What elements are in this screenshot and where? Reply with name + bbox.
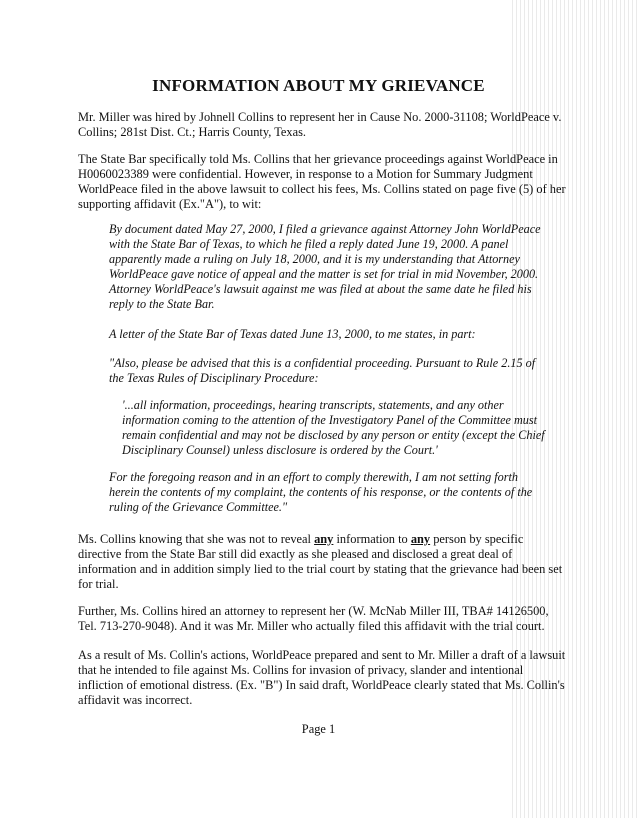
- quote-letter-closing: For the foregoing reason and in an effort to comply therewith, I am not setting forth herein the contents of my complaint, the contents of his response, or the contents of the ruling of the Grievance Committee.": [109, 470, 533, 514]
- quote-rule-text: '...all information, proceedings, hearing transcripts, statements, and any other information coming to the attention of the Investigatory Panel of the Committee must remain confidential and may not be disclosed by any person or entity (except the Chief Disciplinary Counsel) unless disclosure is ordered by the Court.': [122, 398, 545, 457]
- quote-letter-body: "Also, please be advised that this is a confidential proceeding. Pursuant to Rule 2.15 of the Texas Rules of Disciplinary Procedure:: [109, 356, 536, 385]
- page-title: INFORMATION ABOUT MY GRIEVANCE: [152, 76, 485, 95]
- quote-affidavit: By document dated May 27, 2000, I filed a grievance against Attorney John WorldPeace with the State Bar of Texas, to which he filed a reply dated June 19, 2000. A panel apparently made a ruling on July 18, 2000, and it is my understanding that Attorney WorldPeace gave notice of appeal and the matter is set for trial in mid November, 2000. Attorney WorldPeace's lawsuit against me was filed at about the same date he filed his reply to the State Bar.: [109, 222, 541, 311]
- paragraph-confidentiality: The State Bar specifically told Ms. Collins that her grievance proceedings against WorldPeace in H0060023389 were confidential. However, in response to a Motion for Summary Judgment WorldPeace filed in the above lawsuit to collect his fees, Ms. Collins stated on page five (5) of her supporting affidavit (Ex."A"), to wit:: [78, 152, 566, 211]
- disclosure-text-b: information to: [333, 532, 411, 546]
- page-number: Page 1: [301, 722, 336, 736]
- paragraph-representation: Mr. Miller was hired by Johnell Collins to represent her in Cause No. 2000-31108; WorldPeace v. Collins; 281st Dist. Ct.; Harris County, Texas.: [78, 110, 562, 139]
- paragraph-draft-lawsuit: As a result of Ms. Collin's actions, WorldPeace prepared and sent to Mr. Miller a draft of a lawsuit that he intended to file against Ms. Collins for invasion of privacy, slander and intentional infliction of emotional distress. (Ex. "B") In said draft, WorldPeace clearly stated that Ms. Collin's affidavit was incorrect.: [78, 648, 566, 707]
- paragraph-attorney: Further, Ms. Collins hired an attorney to represent her (W. McNab Miller III, TBA# 14126500, Tel. 713-270-9048). And it was Mr. Miller who actually filed this affidavit with the trial court.: [78, 604, 549, 633]
- disclosure-text-a: Ms. Collins knowing that she was not to reveal: [78, 532, 315, 546]
- paragraph-disclosure: [78, 532, 568, 592]
- emphasis-any-1: any: [314, 532, 334, 546]
- disclosure-text-c: person by specific directive from the State Bar still did exactly as she pleased and disclosed a great deal of information and in addition simply lied to the trial court by stating that the grievance had been set for trial.: [78, 532, 563, 591]
- emphasis-any-2: any: [410, 532, 431, 546]
- quote-letter-intro: A letter of the State Bar of Texas dated June 13, 2000, to me states, in part:: [109, 327, 476, 341]
